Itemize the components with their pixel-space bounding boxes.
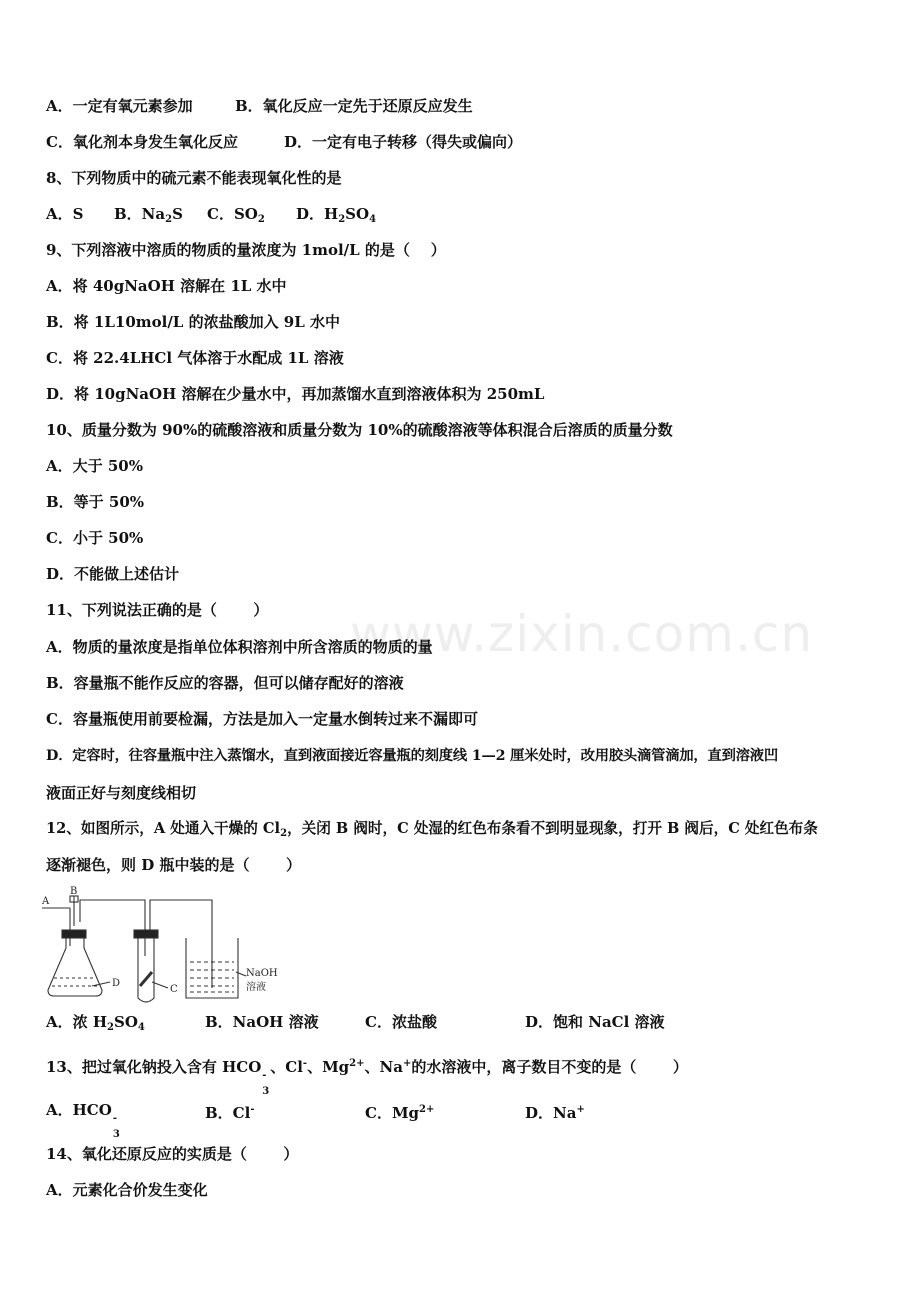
q12-apparatus-diagram — [40, 886, 290, 1006]
test-tube-c — [138, 938, 154, 1002]
q10-option-c: C．小于 50% — [46, 529, 144, 547]
connector-tube-1 — [80, 900, 145, 956]
q9-option-b: B．将 1L10mol/L 的浓盐酸加入 9L 水中 — [46, 313, 341, 331]
label-naoh: NaOH — [246, 968, 278, 979]
q9-option-a: A．将 40gNaOH 溶解在 1L 水中 — [46, 277, 287, 295]
q12-option-b: B．NaOH 溶液 — [205, 1013, 319, 1031]
q11-option-c: C．容量瓶使用前要检漏，方法是加入一定量水倒转过来不漏即可 — [46, 710, 478, 728]
q10-stem: 10、质量分数为 90%的硫酸溶液和质量分数为 10%的硫酸溶液等体积混合后溶质的质量分数 — [46, 421, 673, 439]
q14-stem: 14、氧化还原反应的实质是（ ） — [46, 1145, 299, 1163]
q9-stem: 9、下列溶液中溶质的物质的量浓度为 1mol/L 的是（ ） — [46, 241, 446, 259]
q12-stem-line1: 12、如图所示，A 处通入干燥的 $Cl_2$，关闭 B 阀时，C 处湿的红色布条看不到明显现象，打开 B 阀后，C 处红色布条 — [46, 820, 818, 839]
q14-option-a: A．元素化合价发生变化 — [46, 1181, 208, 1199]
q13-option-c: C．$Mg^{2+}$ — [365, 1104, 435, 1122]
red-cloth-strip — [140, 972, 152, 986]
q11-option-d-line1: D．定容时，往容量瓶中注入蒸馏水，直到液面接近容量瓶的刻度线 1—2 厘米处时，改用胶头滴管滴加，直到溶液凹 — [46, 748, 778, 764]
q8-option-c: C．$SO_2$ — [207, 205, 265, 225]
conical-flask-d — [48, 938, 102, 996]
q12-stem-line2: 逐渐褪色，则 D 瓶中装的是（ ） — [46, 856, 302, 874]
q8-option-d: D．$H_2SO_4$ — [296, 205, 377, 225]
label-b: B — [70, 886, 78, 897]
q9-option-c: C．将 22.4LHCl 气体溶于水配成 1L 溶液 — [46, 349, 344, 367]
q11-option-d-line2: 液面正好与刻度线相切 — [46, 784, 197, 802]
q11-option-a: A．物质的量浓度是指单位体积溶剂中所含溶质的物质的量 — [46, 638, 433, 656]
q7-option-d: D．一定有电子转移（得失或偏向） — [284, 133, 523, 151]
q8-option-b: B．$Na_2S$ — [114, 205, 183, 225]
label-a: A — [42, 896, 50, 907]
q12-option-a: A．浓 $H_2SO_4$ — [46, 1013, 145, 1033]
label-d: D — [112, 978, 121, 989]
test-tube-stopper — [134, 930, 158, 938]
q13-option-d: D．Na+ — [525, 1104, 585, 1122]
q11-option-b: B．容量瓶不能作反应的容器，但可以储存配好的溶液 — [46, 674, 404, 692]
q8-stem: 8、下列物质中的硫元素不能表现氧化性的是 — [46, 169, 342, 187]
q9-option-d: D．将 10gNaOH 溶解在少量水中，再加蒸馏水直到溶液体积为 250mL — [46, 385, 545, 403]
label-c: C — [170, 984, 178, 995]
q12-option-d: D．饱和 NaCl 溶液 — [525, 1013, 665, 1031]
connector-tube-2 — [150, 900, 212, 988]
q7-option-b: B．氧化反应一定先于还原反应发生 — [235, 97, 473, 115]
label-solution: 溶液 — [246, 982, 266, 993]
q7-option-a: A．一定有氧元素参加 — [46, 97, 193, 115]
q10-option-d: D．不能做上述估计 — [46, 565, 180, 583]
watermark: www.zixin.com.cn — [350, 605, 814, 663]
flask-stopper — [62, 930, 86, 938]
q13-stem: 13、把过氧化钠投入含有 HCO - 3 、Cl-、$Mg^{2+}$、Na+的水溶液中，离子数目不变的是（ ） — [46, 1058, 688, 1097]
q10-option-b: B．等于 50% — [46, 493, 145, 511]
q12-option-c: C．浓盐酸 — [365, 1013, 437, 1031]
q11-stem: 11、下列说法正确的是（ ） — [46, 601, 269, 619]
q8-option-a: A．S — [46, 205, 84, 223]
q13-option-a: A．HCO - 3 — [46, 1101, 120, 1140]
q10-option-a: A．大于 50% — [46, 457, 143, 475]
q13-option-b: B．Cl- — [205, 1104, 255, 1122]
q7-option-c: C．氧化剂本身发生氧化反应 — [46, 133, 238, 151]
